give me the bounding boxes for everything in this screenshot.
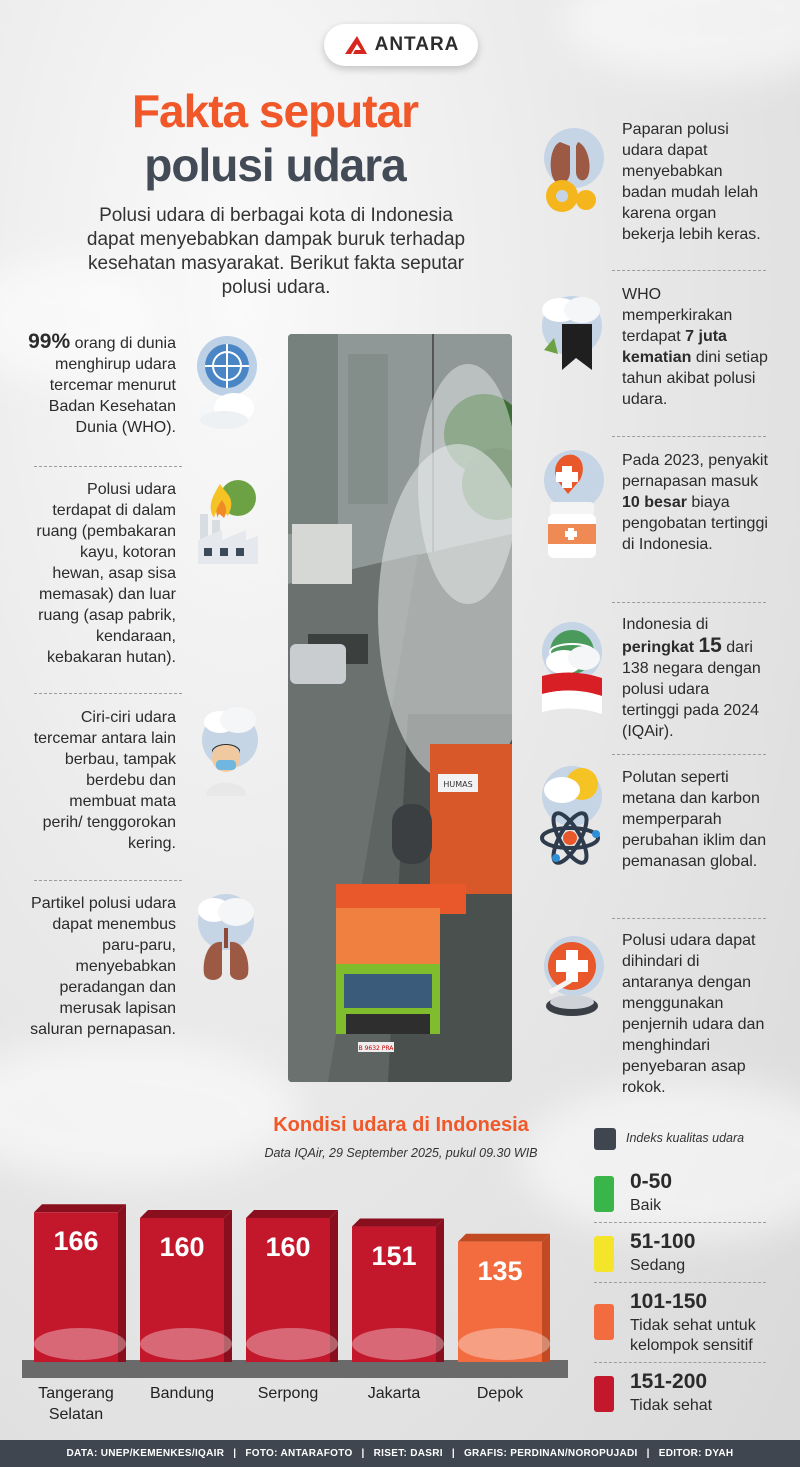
category-label-line: Jakarta: [367, 1385, 421, 1402]
credit-research: RISET: DASRI: [373, 1448, 443, 1459]
organ-gear-icon: [538, 120, 608, 220]
antara-logo-icon: [343, 34, 369, 56]
divider: [34, 693, 182, 694]
bar-value-label: 160: [159, 1232, 205, 1262]
divider: [612, 754, 766, 755]
fact-right-2-bold: 7 juta kematian: [622, 328, 727, 366]
fact-right-4-pre: Indonesia di: [622, 616, 709, 633]
fact-left-4: Partikel polusi udara dapat menembus paru-paru, menyebabkan peradangan dan merusak lapisan saluran pernapasan.: [30, 895, 176, 1038]
lungs-icon: [192, 890, 260, 990]
bar-value-label: 160: [265, 1232, 311, 1262]
legend-range-moderate: 51-100: [630, 1230, 696, 1253]
legend-label-moderate: Sedang: [630, 1257, 686, 1274]
legend-swatch-sensitive: [594, 1304, 614, 1340]
fact-right-4-post: dari 138 negara dengan polusi udara tertinggi pada 2024 (IQAir).: [622, 639, 761, 740]
fact-right-2-pre: WHO memperkirakan terdapat: [622, 286, 733, 345]
divider: [34, 466, 182, 467]
fact-right-3: [622, 450, 770, 555]
fact-left-3: Ciri-ciri udara tercemar antara lain berbau, tampak berdebu dan membuat mata perih/ tenggorokan kering.: [33, 709, 176, 852]
category-label-line: Depok: [476, 1385, 524, 1402]
bar-value-label: 135: [477, 1255, 523, 1286]
fact-right-6: Polusi udara dapat dihindari di antaranya dengan menggunakan penjernih udara dan menghindari penyebaran asap rokok.: [622, 932, 765, 1096]
chart-subtitle: Data IQAir, 29 September 2025, pukul 09.30 WIB: [264, 1146, 538, 1160]
category-label: [234, 1383, 342, 1404]
credit-separator: |: [233, 1448, 237, 1459]
category-label: [340, 1383, 448, 1404]
fact-right-2: [622, 284, 770, 410]
fact-left-1: [26, 331, 176, 438]
category-label-line: Serpong: [257, 1385, 319, 1402]
antara-logo: [324, 24, 478, 66]
legend-range-good: 0-50: [630, 1170, 673, 1193]
divider: [612, 436, 766, 437]
factory-fire-icon: [192, 478, 264, 568]
legend-label-unhealthy: Tidak sehat: [630, 1397, 713, 1414]
bar-value-label: 166: [53, 1226, 99, 1257]
death-ribbon-icon: [536, 288, 608, 378]
divider: [594, 1362, 766, 1363]
person-mask-icon: [196, 704, 262, 804]
truck-plate: B 9632 PRA: [358, 1045, 394, 1052]
fact-right-3-pre: Pada 2023, penyakit pernapasan masuk: [622, 452, 768, 490]
category-label: [128, 1383, 236, 1404]
category-label: [446, 1383, 554, 1404]
divider: [612, 270, 766, 271]
category-label: [22, 1383, 130, 1425]
fact-right-4-rank: 15: [698, 634, 722, 657]
credit-photo: FOTO: ANTARAFOTO: [245, 1448, 353, 1459]
legend-label-good: Baik: [630, 1197, 662, 1214]
fact-left-1-text: orang di dunia menghirup udara tercemar menurut Badan Kesehatan Dunia (WHO).: [48, 335, 176, 436]
divider: [612, 602, 766, 603]
indonesia-flag-icon: [536, 616, 608, 726]
divider: [612, 918, 766, 919]
legend-swatch-unhealthy: [594, 1376, 614, 1412]
fact-right-3-post: biaya pengobatan tertinggi di Indonesia.: [622, 494, 768, 553]
divider: [594, 1222, 766, 1223]
divider: [594, 1282, 766, 1283]
legend-range-unhealthy: 151-200: [630, 1370, 708, 1393]
bar-depok: [458, 1234, 550, 1362]
credit-separator: |: [361, 1448, 365, 1459]
category-label-line: Tangerang: [38, 1385, 114, 1402]
chart-title: Kondisi udara di Indonesia: [273, 1114, 529, 1136]
fact-right-2-post: dini setiap tahun akibat polusi udara.: [622, 349, 768, 408]
credit-separator: |: [451, 1448, 455, 1459]
divider: [34, 880, 182, 881]
photo-water-cannon-truck: [288, 334, 512, 1082]
legend-label-sensitive: Tidak sehat untuk kelompok sensitif: [630, 1317, 756, 1354]
fact-right-1: Paparan polusi udara dapat menyebabkan badan mudah lelah karena organ bekerja lebih keras.: [622, 121, 761, 243]
fact-left-2: Polusi udara terdapat di dalam ruang (pembakaran kayu, kotoran hewan, asap sisa memasak) dan luar ruang (asap pabrik, kendaraan, kebakaran hutan).: [36, 481, 176, 666]
no-smoking-icon: [538, 928, 608, 1020]
fact-right-5: Polutan seperti metana dan karbon memperparah perubahan iklim dan pemanasan global.: [622, 769, 767, 870]
un-globe-icon: [192, 332, 262, 432]
category-label-line: Bandung: [149, 1385, 215, 1402]
category-label-line: Selatan: [48, 1406, 104, 1423]
page-title-line2: polusi udara: [144, 139, 406, 191]
fact-right-3-bold: 10 besar: [622, 494, 687, 511]
logo-text: ANTARA: [374, 34, 460, 55]
credit-editor: EDITOR: DYAH: [658, 1448, 734, 1459]
legend-range-sensitive: 101-150: [630, 1290, 708, 1313]
page-title-line1: Fakta seputar: [131, 85, 419, 137]
medicine-bottle-icon: [538, 446, 608, 562]
credit-graphics: GRAFIS: PERDINAN/NOROPUJADI: [463, 1448, 638, 1459]
legend-swatch-good: [594, 1176, 614, 1212]
legend-title-swatch: [594, 1128, 616, 1150]
chart-baseline: [22, 1360, 568, 1378]
fact-right-4-bold: peringkat: [622, 639, 695, 656]
legend-title: Indeks kualitas udara: [626, 1131, 745, 1145]
credit-separator: |: [646, 1448, 650, 1459]
credit-data: DATA: UNEP/KEMENKES/IQAIR: [66, 1448, 225, 1459]
fact-right-4: [622, 614, 770, 742]
intro-paragraph: Polusi udara di berbagai kota di Indonesia dapat menyebabkan dampak buruk terhadap kesehatan masyarakat. Berikut fakta seputar polusi udara.: [86, 205, 466, 298]
legend-swatch-moderate: [594, 1236, 614, 1272]
truck-label: HUMAS: [443, 780, 473, 789]
bar-value-label: 151: [371, 1240, 417, 1271]
fact-left-1-bold: 99%: [28, 330, 71, 353]
atom-sun-icon: [536, 762, 608, 868]
credits-footer: [0, 1440, 800, 1467]
